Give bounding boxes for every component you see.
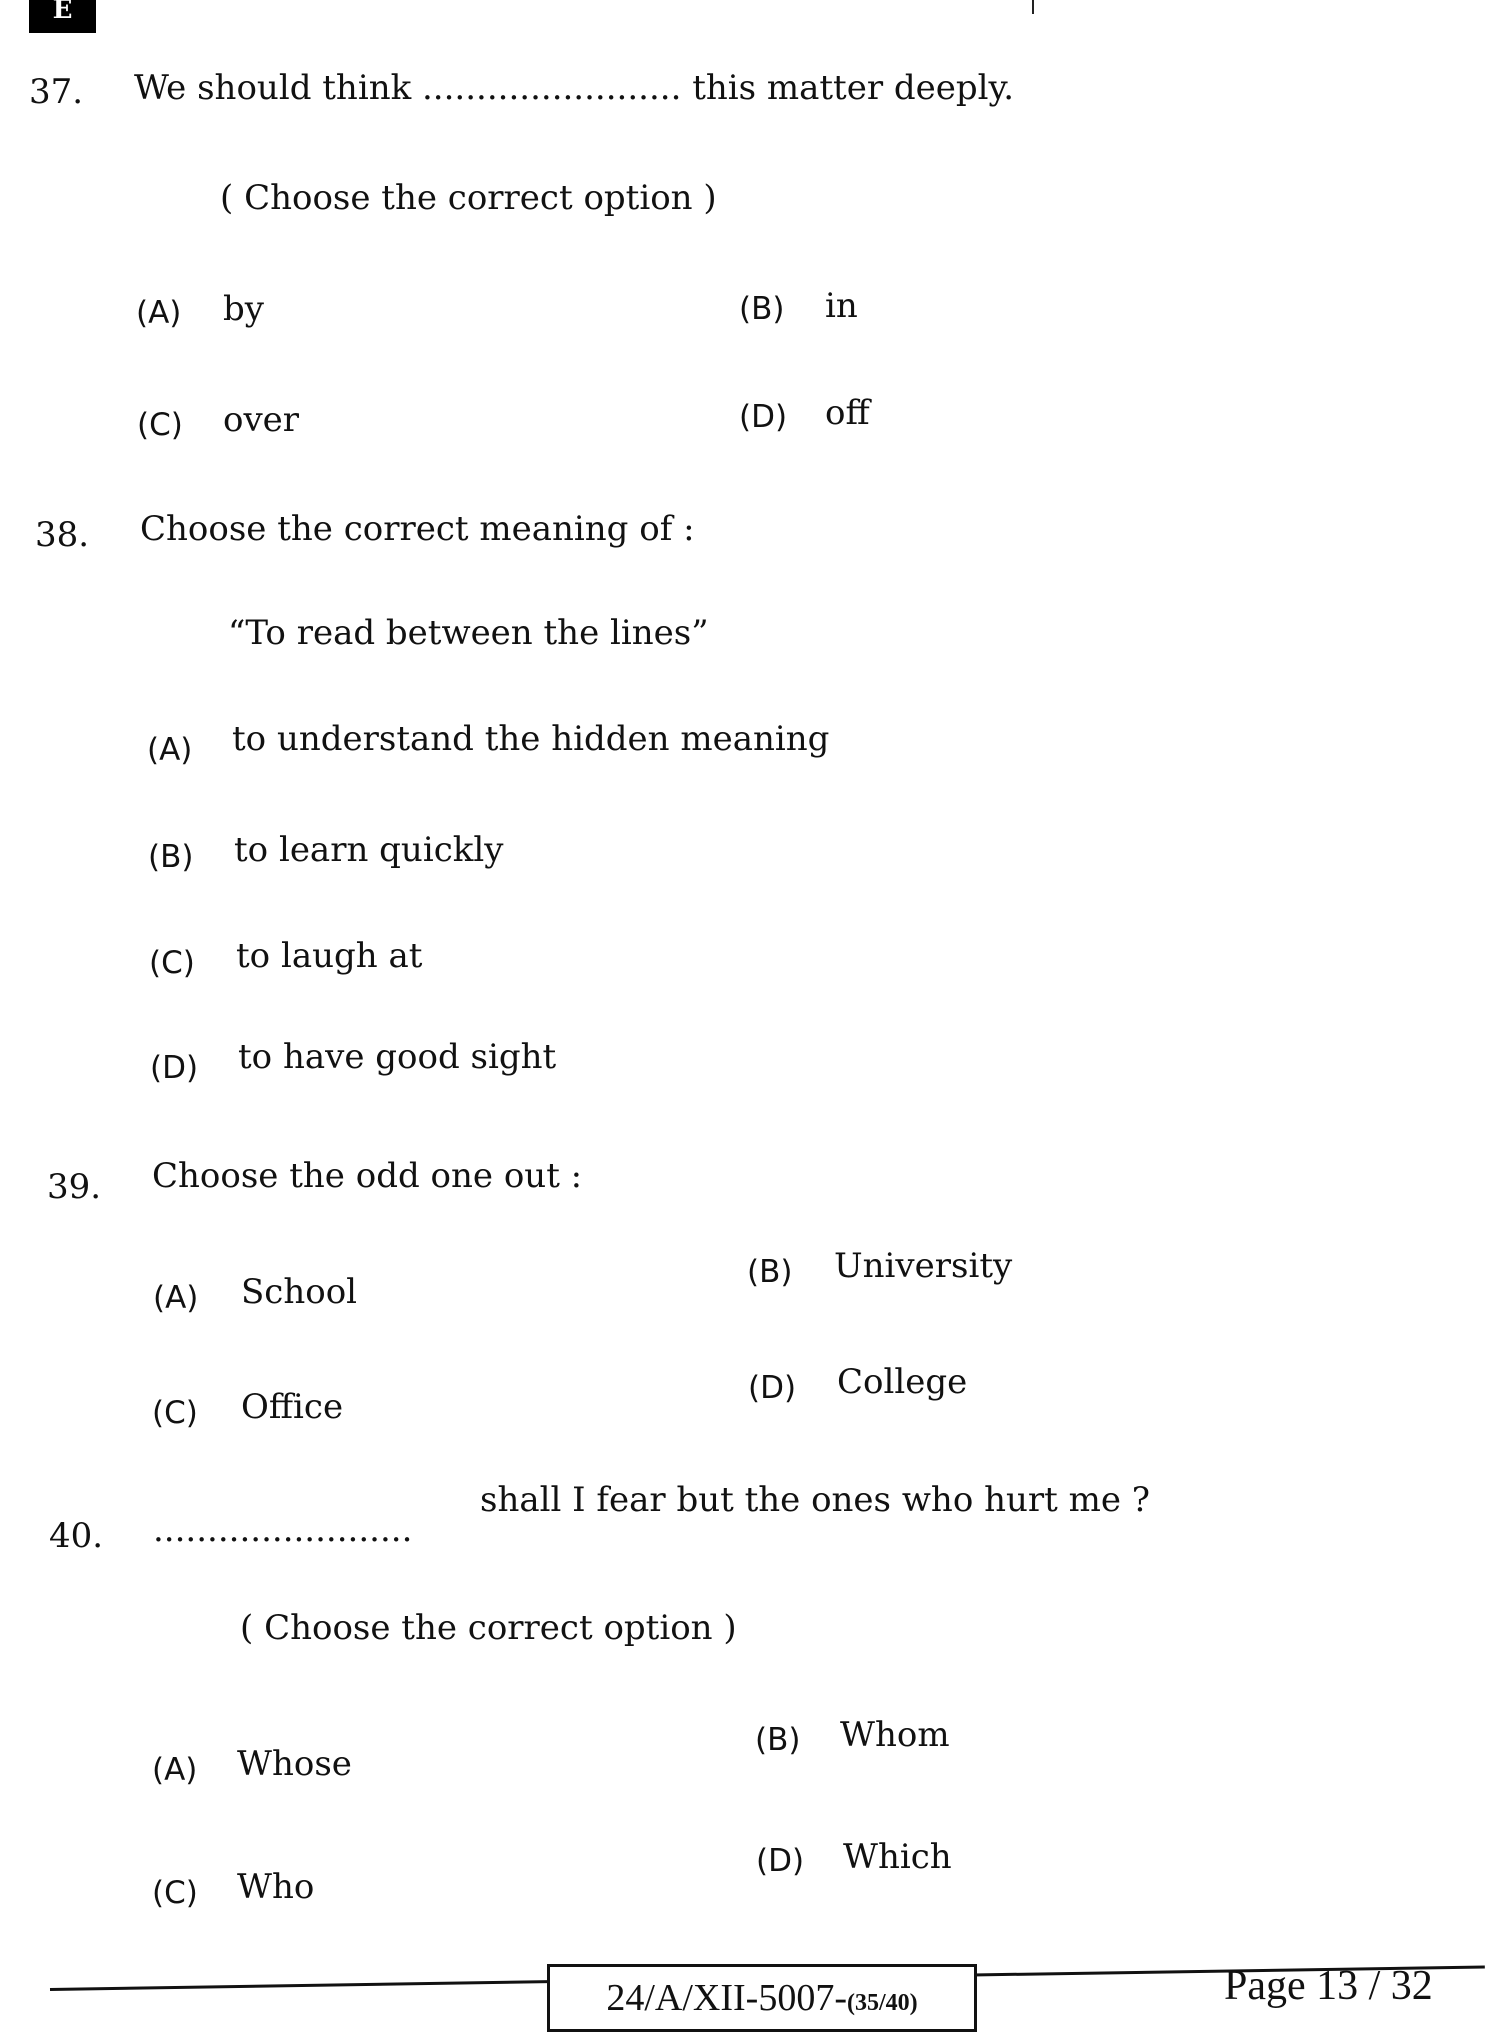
option-label: (B): [755, 1722, 801, 1758]
question-instruction: ( Choose the correct option ): [220, 178, 717, 218]
option-text: in: [825, 286, 858, 326]
option-label: (A): [153, 1280, 199, 1316]
option-label: (C): [149, 945, 195, 981]
question-number: 37.: [29, 72, 84, 112]
option-text: Whom: [840, 1715, 950, 1755]
paper-code: 24/A/XII-5007-: [606, 1977, 847, 2019]
option-label: (D): [739, 399, 788, 435]
question-number: 38.: [35, 515, 90, 555]
option-text: to learn quickly: [234, 830, 504, 870]
option-text: Which: [843, 1837, 952, 1877]
option-label: (B): [148, 839, 194, 875]
option-label: (B): [747, 1254, 793, 1290]
option-label: (A): [136, 295, 182, 331]
option-label: (C): [152, 1395, 198, 1431]
header-rule: [1032, 0, 1034, 14]
question-text: shall I fear but the ones who hurt me ?: [480, 1480, 1151, 1520]
option-label: (C): [137, 407, 183, 443]
question-number: 39.: [47, 1167, 102, 1207]
paper-code-suffix: (35/40): [846, 1990, 918, 2016]
question-text: Choose the odd one out :: [152, 1156, 583, 1196]
option-label: (C): [152, 1875, 198, 1911]
option-label: (B): [739, 291, 785, 327]
option-label: (A): [152, 1752, 198, 1788]
option-text: Office: [241, 1387, 344, 1427]
section-letter: E: [52, 0, 73, 25]
option-text: to understand the hidden meaning: [232, 719, 830, 759]
section-mark: [29, 0, 96, 33]
option-label: (A): [147, 732, 193, 768]
question-instruction: “To read between the lines”: [228, 613, 709, 653]
option-text: to laugh at: [236, 936, 423, 976]
option-text: to have good sight: [238, 1037, 557, 1077]
question-blank: ........................: [153, 1510, 413, 1550]
option-text: by: [223, 289, 264, 329]
page-number: Page 13 / 32: [1224, 1963, 1433, 2009]
option-text: College: [837, 1362, 968, 1402]
paper-code-box: [547, 1964, 977, 2032]
option-text: off: [825, 393, 870, 433]
option-text: Who: [237, 1867, 315, 1907]
option-label: (D): [748, 1370, 797, 1406]
option-label: (D): [756, 1843, 805, 1879]
question-number: 40.: [49, 1516, 104, 1556]
option-text: School: [241, 1272, 358, 1312]
option-text: over: [223, 400, 300, 440]
option-label: (D): [150, 1050, 199, 1086]
question-instruction: ( Choose the correct option ): [240, 1608, 737, 1648]
question-text: Choose the correct meaning of :: [140, 509, 695, 549]
question-text: We should think ........................ this matter deeply.: [134, 68, 1015, 108]
option-text: University: [834, 1246, 1013, 1286]
option-text: Whose: [237, 1744, 352, 1784]
